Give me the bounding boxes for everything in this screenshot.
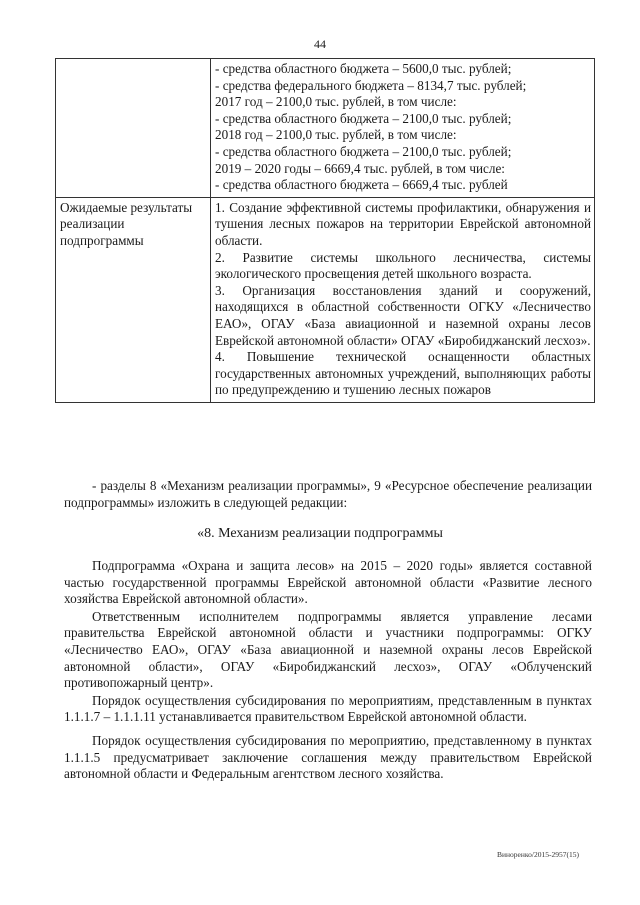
body-paragraph: Подпрограмма «Охрана и защита лесов» на 2015 – 2020 годы» является составной частью государственной программы Еврейской автономной области «Развитие лесного хозяйства Еврейской автономной области». <box>64 558 592 607</box>
funding-line: - средства областного бюджета – 2100,0 тыс. рублей; <box>215 143 512 159</box>
funding-line: 2018 год – 2100,0 тыс. рублей, в том числе: <box>215 127 457 143</box>
passport-table <box>55 58 595 403</box>
section-body <box>64 558 592 783</box>
funding-line: - средства областного бюджета – 6669,4 тыс. рублей <box>215 177 508 193</box>
funding-row <box>56 59 595 198</box>
results-cell <box>211 197 595 402</box>
funding-line: - средства областного бюджета – 5600,0 тыс. рублей; <box>215 61 512 76</box>
funding-label-cell <box>56 59 211 198</box>
results-row <box>56 197 595 402</box>
intro-paragraph: - разделы 8 «Механизм реализации программы», 9 «Ресурсное обеспечение реализации подпрограммы» изложить в следующей редакции: <box>64 478 592 510</box>
body-paragraph: Ответственным исполнителем подпрограммы является управление лесами правительства Еврейской автономной области и участники подпрограммы: ОГКУ «Лесничество ЕАО», ОГАУ «База авиационной и наземной охраны лесов Еврейской автономной области», ОГАУ «Биробиджанский лесхоз», ОГАУ «Облученский противопожарный центр». <box>64 608 592 691</box>
page-number: 44 <box>314 37 326 51</box>
funding-line: - средства областного бюджета – 2100,0 тыс. рублей; <box>215 110 512 126</box>
section-heading: «8. Механизм реализации подпрограммы <box>197 526 443 541</box>
funding-line: - средства федерального бюджета – 8134,7 тыс. рублей; <box>215 77 527 93</box>
body-paragraph: Порядок осуществления субсидирования по мероприятиям, представленным в пунктах 1.1.1.7 – 1.1.1.11 устанавливается правительством Еврейской автономной области. <box>64 692 592 725</box>
results-label: Ожидаемые результаты реализации подпрограммы <box>56 197 211 402</box>
result-item: 1. Создание эффективной системы профилактики, обнаружения и тушения лесных пожаров на территории Еврейской автономной области. <box>215 199 591 248</box>
intro-block <box>64 478 592 511</box>
footer-code: Виноренко/2015-2957(15) <box>497 850 579 859</box>
funding-cell <box>211 59 595 198</box>
body-paragraph: Порядок осуществления субсидирования по мероприятию, представленному в пунктах 1.1.1.5 предусматривает заключение соглашения между правительством Еврейской автономной области и Федеральным агентством лесного хозяйства. <box>64 732 592 782</box>
result-item: 2. Развитие системы школьного лесничества, системы экологического просвещения детей школьного возраста. <box>215 249 591 282</box>
result-item: 3. Организация восстановления зданий и сооружений, находящихся в областной собственности ОГКУ «Лесничество ЕАО», ОГАУ «База авиационной и наземной охраны лесов Еврейской автономной области» ОГАУ «Биробиджанский лесхоз». <box>215 282 591 348</box>
result-item: 4. Повышение технической оснащенности областных государственных автономных учреждений, выполняющих работы по предупреждению и тушению лесных пожаров <box>215 349 591 398</box>
funding-line: 2017 год – 2100,0 тыс. рублей, в том числе: <box>215 94 457 110</box>
funding-line: 2019 – 2020 годы – 6669,4 тыс. рублей, в том числе: <box>215 160 505 176</box>
